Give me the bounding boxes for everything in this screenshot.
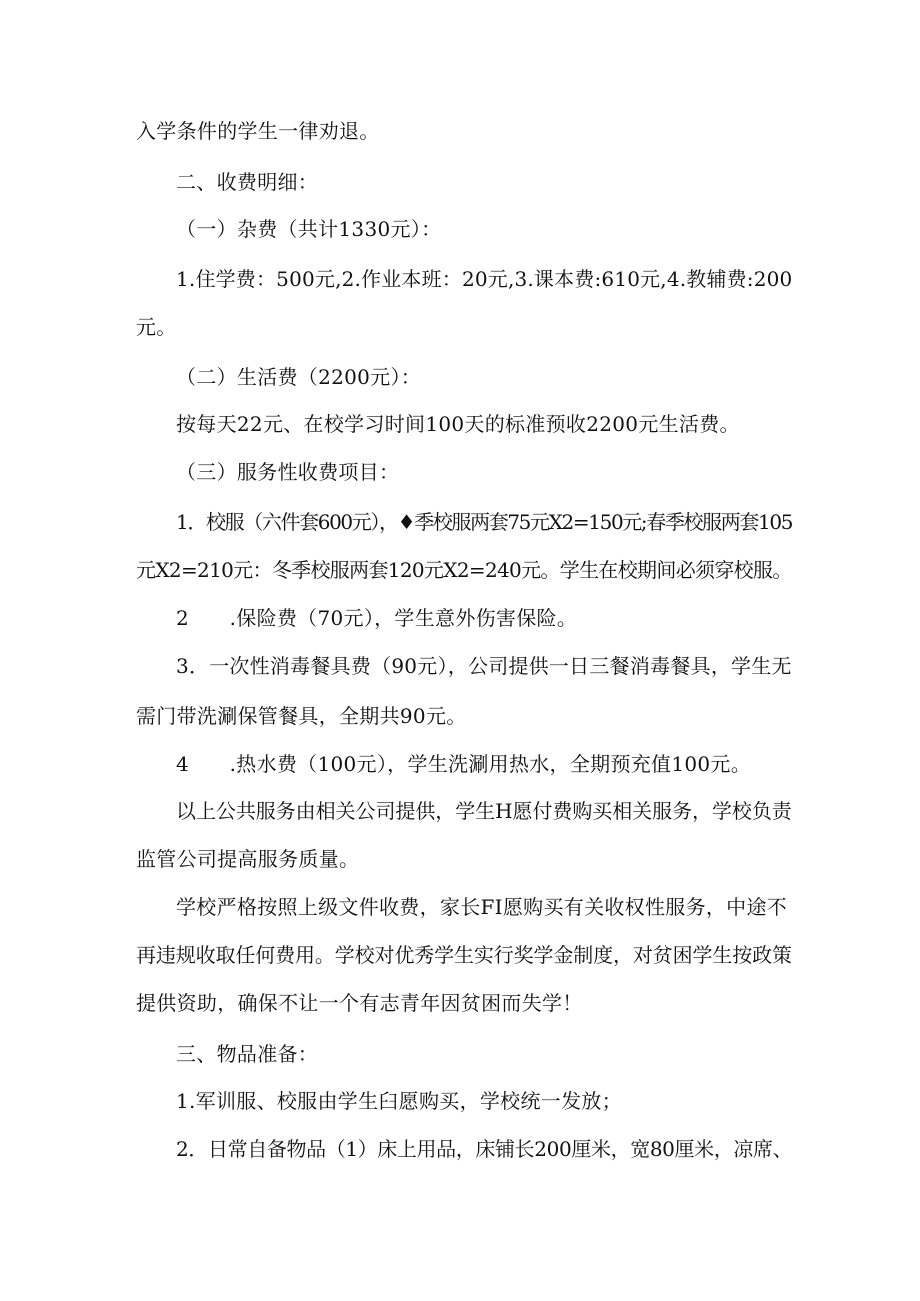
text-line: 再违规收取任何费用。学校对优秀学生实行奖学金制度，对贫困学生按政策	[136, 943, 792, 967]
text-line: 1.军训服、校服由学生臼愿购买，学校统一发放；	[176, 1089, 622, 1113]
subsection-heading: （二）生活费（2200元）：	[176, 365, 422, 389]
text-line: 1．校服（六件套600元），♦季校服两套75元X2=150元;春季校服两套105	[176, 510, 793, 534]
text-line: 学校严格按照上级文件收费，家长FI愿购买有关收权性服务，中途不	[176, 895, 788, 919]
text-line: 3．一次性消毒餐具费（90元），公司提供一日三餐消毒餐具，学生无	[176, 654, 792, 678]
text-line: 提供资助，确保不让一个有志青年因贫困而失学！	[136, 991, 583, 1015]
text-line: 元X2=210元：冬季校服两套120元X2=240元。学生在校期间必须穿校服。	[136, 558, 792, 582]
text-line: 以上公共服务由相关公司提供，学生H愿付费购买相关服务，学校负责	[176, 799, 792, 823]
text-line: 入学条件的学生一律劝退。	[136, 119, 380, 143]
text-line: 4 .热水费（100元），学生洗涮用热水，全期预充值100元。	[176, 752, 752, 776]
subsection-heading: （一）杂费（共计1330元）：	[176, 217, 442, 241]
text-line: 1.住学费：500元,2.作业本班：20元,3.课本费:610元,4.教辅费:200	[176, 267, 793, 291]
text-line: 2．日常自备物品（1）床上用品，床铺长200厘米，宽80厘米，凉席、	[176, 1137, 793, 1161]
subsection-heading: （三）服务性收费项目：	[176, 460, 400, 484]
text-line: 按每天22元、在校学习时间100天的标准预收2200元生活费。	[176, 412, 740, 436]
text-line: 监管公司提高服务质量。	[136, 847, 360, 871]
text-line: 元。	[136, 315, 177, 339]
text-line: 2 .保险费（70元），学生意外伤害保险。	[176, 606, 578, 630]
section-heading: 二、收费明细：	[176, 170, 319, 194]
text-line: 需门带洗涮保管餐具，全期共90元。	[136, 704, 467, 728]
section-heading: 三、物品准备：	[176, 1042, 319, 1066]
